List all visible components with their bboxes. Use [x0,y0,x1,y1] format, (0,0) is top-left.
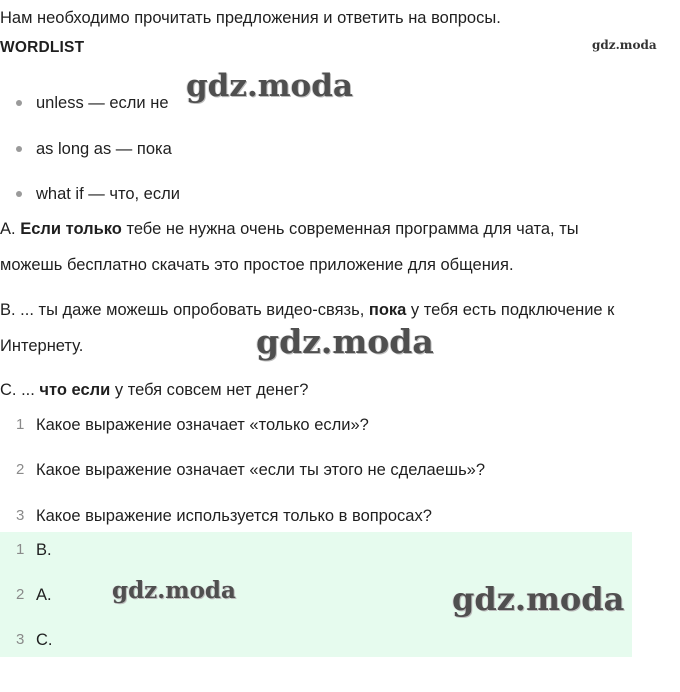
intro-text: Нам необходимо прочитать предложения и ответить на вопросы. [0,9,501,27]
sentence-b-line2: Интернету. [0,337,84,355]
answer-number: 3 [16,631,25,648]
wordlist-item: as long as — пока [36,140,172,158]
sentence-b-line1: B. ... ты даже можешь опробовать видео-связь, пока у тебя есть подключение к [0,301,615,319]
watermark: gdz.moda [452,580,625,618]
sentence-c: C. ... что если у тебя совсем нет денег? [0,381,309,399]
wordlist-title: WORDLIST [0,39,85,56]
bullet-dot [16,146,22,152]
sentence-a-line2: можешь бесплатно скачать это простое приложение для общения. [0,256,514,274]
question-text: Какое выражение используется только в вопросах? [36,507,432,525]
bold-phrase-unless: Если только [20,220,122,238]
bold-phrase-what-if: что если [39,381,111,399]
wordlist-item: what if — что, если [36,185,180,203]
answer-number: 2 [16,586,25,603]
question-number: 3 [16,507,25,524]
watermark: gdz.moda [256,322,434,361]
watermark-small: gdz.moda [592,38,657,52]
wordlist-item: unless — если не [36,94,169,112]
watermark: gdz.moda [112,577,236,604]
bold-phrase-as-long-as: пока [368,301,407,319]
answer-text: C. [36,631,53,649]
watermark: gdz.moda [186,68,353,104]
bullet-dot [16,100,22,106]
sentence-a-line1: A. Если только тебе не нужна очень современная программа для чата, ты [0,220,579,238]
question-number: 1 [16,416,25,433]
question-number: 2 [16,461,25,478]
question-text: Какое выражение означает «только если»? [36,416,369,434]
question-text: Какое выражение означает «если ты этого не сделаешь»? [36,461,486,479]
answer-text: B. [36,541,52,559]
answer-number: 1 [16,541,25,558]
answer-text: A. [36,586,52,604]
bullet-dot [16,191,22,197]
